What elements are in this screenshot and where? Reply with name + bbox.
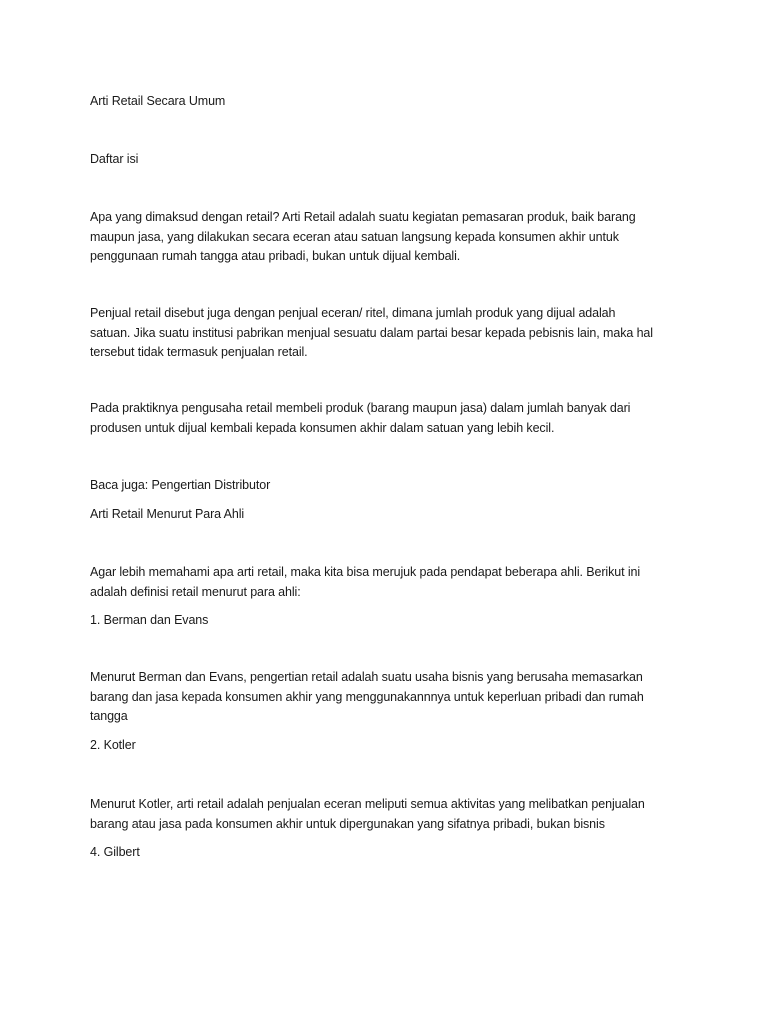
read-also-link: Baca juga: Pengertian Distributor: [90, 478, 271, 492]
item-heading-berman-evans: 1. Berman dan Evans: [90, 613, 209, 627]
section-heading: Arti Retail Menurut Para Ahli: [90, 507, 245, 521]
paragraph-line: Agar lebih memahami apa arti retail, maka kita bisa merujuk pada pendapat beberapa ahli. Berikut ini: [90, 565, 641, 579]
paragraph-line: Menurut Berman dan Evans, pengertian retail adalah suatu usaha bisnis yang berusaha memasarkan: [90, 670, 643, 684]
paragraph-line: tangga: [90, 709, 128, 723]
paragraph-line: satuan. Jika suatu institusi pabrikan menjual sesuatu dalam partai besar kepada pebisnis lain, maka hal: [90, 325, 653, 340]
paragraph-line: produsen untuk dijual kembali kepada konsumen akhir dalam satuan yang lebih kecil.: [90, 420, 555, 435]
item-heading-kotler: 2. Kotler: [90, 738, 136, 752]
paragraph-retail-seller: [90, 304, 653, 363]
paragraph-line: adalah definisi retail menurut para ahli:: [90, 584, 301, 599]
paragraph-line: Apa yang dimaksud dengan retail? Arti Retail adalah suatu kegiatan pemasaran produk, baik barang: [90, 210, 636, 224]
item-text-kotler: [90, 795, 645, 834]
paragraph-retail-practice: [90, 399, 630, 438]
item-heading-gilbert: 4. Gilbert: [90, 845, 140, 859]
item-text-berman-evans: [90, 668, 644, 727]
paragraph-line: Menurut Kotler, arti retail adalah penjualan eceran meliputi semua aktivitas yang melibatkan penjualan: [90, 797, 645, 811]
paragraph-line: penggunaan rumah tangga atau pribadi, bukan untuk dijual kembali.: [90, 249, 461, 263]
paragraph-experts-intro: [90, 563, 640, 602]
paragraph-line: barang atau jasa pada konsumen akhir untuk dipergunakan yang sifatnya pribadi, bukan bisnis: [90, 816, 605, 831]
paragraph-line: barang dan jasa kepada konsumen akhir yang menggunakannnya untuk keperluan pribadi dan rumah: [90, 689, 644, 704]
paragraph-line: tersebut tidak termasuk penjualan retail.: [90, 345, 308, 359]
toc-label: Daftar isi: [90, 152, 139, 166]
paragraph-line: Pada praktiknya pengusaha retail membeli produk (barang maupun jasa) dalam jumlah banyak dari: [90, 401, 631, 415]
document-title: Arti Retail Secara Umum: [90, 94, 226, 108]
paragraph-retail-definition: [90, 208, 636, 267]
paragraph-line: Penjual retail disebut juga dengan penjual eceran/ ritel, dimana jumlah produk yang dijual adalah: [90, 306, 616, 320]
paragraph-line: maupun jasa, yang dilakukan secara eceran atau satuan langsung kepada konsumen akhir untuk: [90, 229, 619, 244]
